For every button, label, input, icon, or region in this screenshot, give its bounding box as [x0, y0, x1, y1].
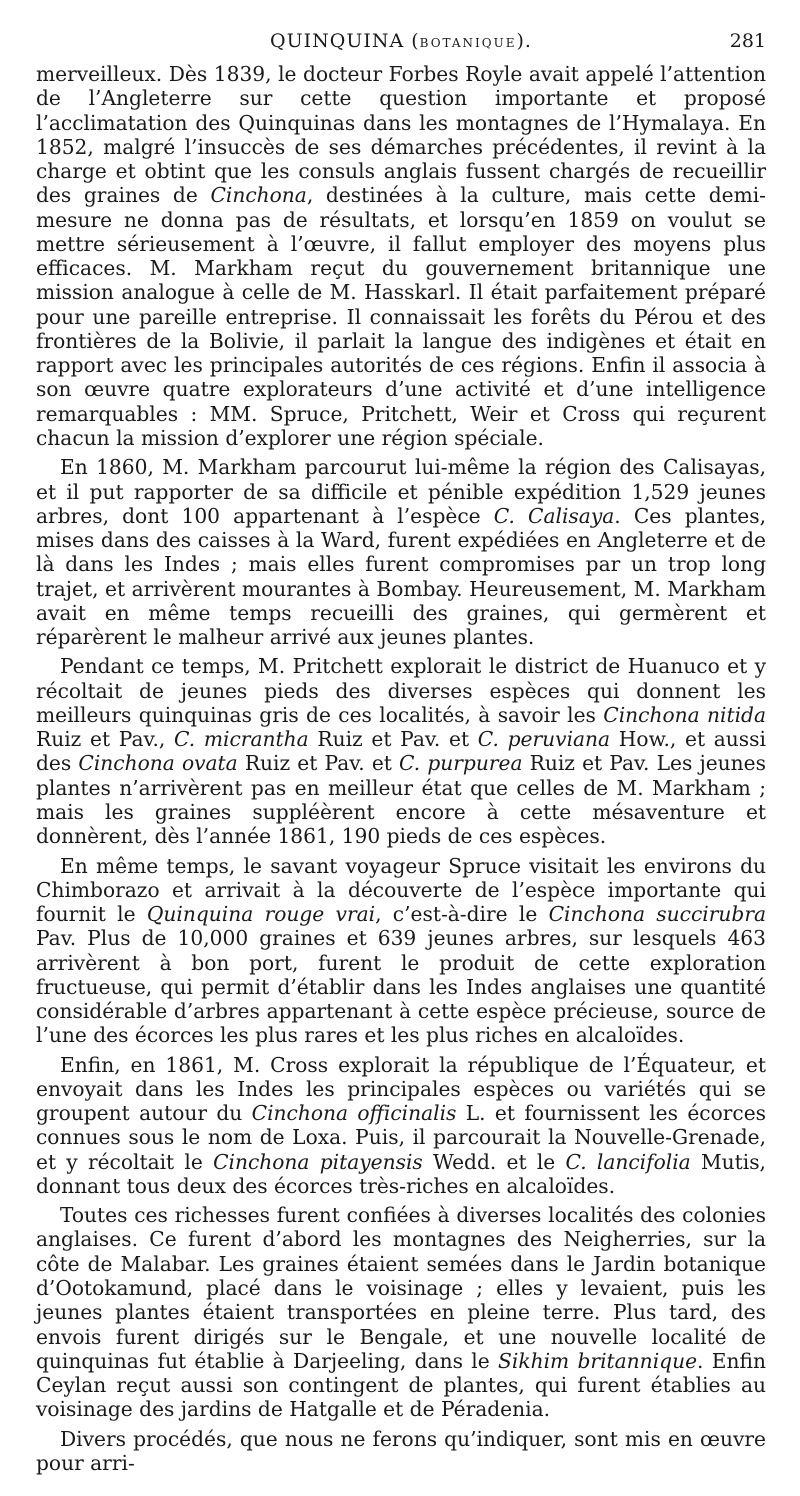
running-title [36, 30, 766, 52]
running-title-small-caps: BOTANIQUE [419, 36, 517, 50]
running-title-close: ). [516, 30, 532, 52]
text-run: Ruiz et Pav. et [308, 727, 478, 752]
text-run: Wedd. et le [422, 1149, 566, 1174]
running-header [36, 30, 766, 62]
italic-term: Cinchona officinalis [251, 1101, 457, 1126]
paragraph [36, 62, 766, 450]
page-number: 281 [729, 30, 766, 52]
body-text [36, 62, 766, 1475]
italic-term: C. purpurea [399, 751, 523, 776]
text-run: . Enfin Ceylan reçut aussi son contingent de plantes, qui furent établies au voisinage des jardins de Hatgalle et de Péradenia. [36, 1348, 766, 1422]
italic-term: C. lancifolia [565, 1149, 691, 1174]
text-run: Divers procédés, que nous ne ferons qu’indiquer, sont mis en œuvre pour arri- [36, 1426, 766, 1475]
paragraph [36, 455, 766, 649]
italic-term: Cinchona [210, 183, 307, 208]
text-run: L. et fournissent les écorces connues sous le nom de Loxa. Puis, il parcourait la Nouvelle-Grenade, et y récoltait le [36, 1101, 767, 1174]
italic-term: C. peruviana [477, 727, 611, 752]
text-run: , destinées à la culture, mais cette demi-mesure ne donna pas de résultats, et lorsqu’en 1859 on voulut se mettre sérieusement à l’œuvre, il fallut employer des moyens plus efficaces. M. Markham reçut du gouvernement britannique une mission analogue à celle de M. Hasskarl. Il était parfaitement préparé pour une pareille entreprise. Il connaissait les forêts du Pérou et des frontières de la Bolivie, il parlait la langue des indigènes et était en rapport avec les principales autorités de ces régions. Enfin il associa à son œuvre quatre explorateurs d’une activité et d’une intelligence remarquables : MM. Spruce, Pritchett, Weir et Cross qui reçurent chacun la mission d’explorer une région spéciale. [36, 183, 766, 450]
italic-term: Quinquina rouge vrai [146, 902, 376, 927]
text-run: merveilleux. Dès 1839, le docteur Forbes Royle avait appelé l’attention de l’Angleterre sur cette question importante et proposé l’acclimatation des Quinquinas dans les montagnes de l’Hymalaya. En 1852, malgré l’insuccès de ses démarches précédentes, il revint à la charge et obtint que les consuls anglais fussent chargés de recueillir des graines de [36, 62, 766, 208]
paragraph [36, 654, 766, 848]
text-run: Ruiz et Pav. et [237, 751, 400, 776]
italic-term: Cinchona pitayensis [213, 1149, 423, 1174]
text-run: Pendant ce temps, M. Pritchett explorait le district de Huanuco et y récoltait de jeunes pieds des diverses espèces qui donnent les meilleurs quinquinas gris de ces localités, à savoir les [36, 654, 766, 727]
text-run: Ruiz et Pav., [36, 727, 175, 752]
paragraph [36, 1427, 766, 1476]
italic-term: C. Calisaya [493, 503, 615, 528]
text-run: Pav. Plus de 10,000 graines et 639 jeunes arbres, sur lesquels 463 arrivèrent à bon port, furent le produit de cette exploration fructueuse, qui permit d’établir dans les Indes anglaises une quantité considérable d’arbres appartenant à cette espèce précieuse, source de l’une des écorces les plus rares et les plus riches en alcaloïdes. [36, 926, 766, 1048]
text-run: En même temps, le savant voyageur Spruce visitait les environs du Chimborazo et arrivait à la découverte de l’espèce importante qui fournit le [36, 853, 766, 927]
text-run: . Ces plantes, mises dans des caisses à la Ward, furent expédiées en Angleterre et de là dans les Indes ; mais elles furent compromises par un trop long trajet, et arrivèrent mourantes à Bombay. Heureusement, M. Markham avait en même temps recueilli des graines, qui germèrent et réparèrent le malheur arrivé aux jeunes plantes. [36, 503, 766, 650]
italic-term: C. micrantha [174, 727, 309, 752]
paragraph [36, 1053, 766, 1199]
text-run: Toutes ces richesses furent confiées à diverses localités des colonies anglaises. Ce furent d’abord les montagnes des Neigherries, sur la côte de Malabar. Les graines étaient semées dans le Jardin botanique d’Ootokamund, placé dans le voisinage ; elles y levaient, puis les jeunes plantes étaient transportées en pleine terre. Plus tard, des envois furent dirigés sur le Bengale, et une nouvelle localité de quinquinas fut établie à Darjeeling, dans le [36, 1203, 766, 1373]
italic-term: Cinchona succirubra [548, 902, 766, 927]
text-run: Ruiz et Pav. Les jeunes plantes n’arrivèrent pas en meilleur état que celles de M. Markham ; mais les graines suppléèrent encore à cette mésaventure et donnèrent, dès l’année 1861, 190 pieds de ces espèces. [36, 751, 766, 849]
italic-term: Cinchona ovata [78, 751, 238, 776]
text-run: How., et aussi des [36, 727, 766, 776]
italic-term: Cinchona nitida [603, 702, 766, 727]
italic-term: Sikhim britannique [498, 1348, 698, 1373]
text-run: En 1860, M. Markham parcourut lui-même la région des Calisayas, et il put rapporter de sa difficile et pénible expédition 1,529 jeunes arbres, dont 100 appartenant à l’espèce [36, 455, 766, 528]
text-run: Mutis, donnant tous deux des écorces très-riches en alcaloïdes. [36, 1149, 766, 1198]
text-run: , c’est-à-dire le [375, 902, 549, 927]
running-title-main: QUINQUINA ( [270, 30, 420, 52]
text-run: Enfin, en 1861, M. Cross explorait la république de l’Équateur, et envoyait dans les Indes les principales espèces ou variétés qui se groupent autour du [36, 1052, 766, 1126]
paragraph [36, 854, 766, 1048]
paragraph [36, 1203, 766, 1421]
